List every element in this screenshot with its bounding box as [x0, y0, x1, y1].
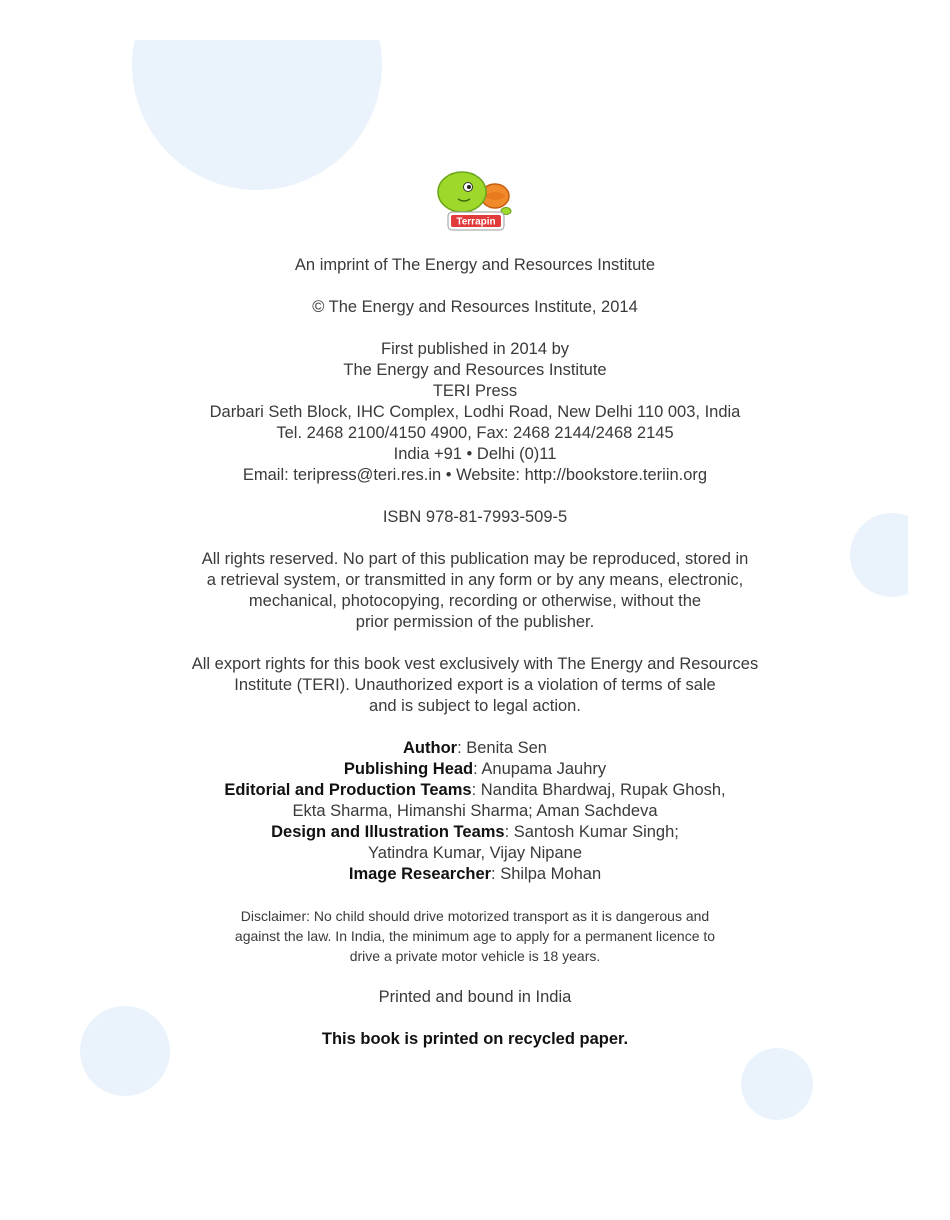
publisher-address: Darbari Seth Block, IHC Complex, Lodhi Road, New Delhi 110 003, India — [209, 403, 741, 421]
publisher-block — [0, 339, 950, 486]
credit-label: Editorial and Production Teams — [224, 781, 472, 799]
logo-text: Terrapin — [456, 216, 496, 228]
publisher-email-web: Email: teripress@teri.res.in • Website: http://bookstore.teriin.org — [242, 466, 708, 484]
credit-value: : Shilpa Mohan — [491, 865, 602, 883]
credit-label: Design and Illustration Teams — [271, 823, 505, 841]
credit-design — [0, 822, 950, 843]
publisher-tel: Tel. 2468 2100/4150 4900, Fax: 2468 2144/2468 2145 — [276, 424, 674, 442]
disclaimer-line: against the law. In India, the minimum age to apply for a permanent licence to — [234, 928, 716, 944]
rights-block — [0, 549, 950, 633]
credit-design-cont: Yatindra Kumar, Vijay Nipane — [367, 844, 582, 862]
first-published-line: First published in 2014 by — [380, 340, 570, 358]
credits-block — [0, 738, 950, 885]
copyright-page-content — [0, 255, 950, 1071]
recycled-paper-line: This book is printed on recycled paper. — [321, 1030, 629, 1048]
credit-editorial — [0, 780, 950, 801]
credit-label: Author — [403, 739, 458, 757]
export-rights-line: and is subject to legal action. — [369, 697, 581, 715]
printed-line: Printed and bound in India — [378, 988, 572, 1006]
credit-value: : Santosh Kumar Singh; — [504, 823, 679, 841]
credit-label: Image Researcher — [348, 865, 492, 883]
disclaimer-line: Disclaimer: No child should drive motorized transport as it is dangerous and — [240, 908, 710, 924]
export-rights-block — [0, 654, 950, 717]
publisher-org: The Energy and Resources Institute — [343, 361, 607, 379]
credit-label: Publishing Head — [343, 760, 474, 778]
credit-editorial-cont: Ekta Sharma, Himanshi Sharma; Aman Sachdeva — [292, 802, 658, 820]
rights-line: a retrieval system, or transmitted in any form or by any means, electronic, — [206, 571, 744, 589]
disclaimer-block — [0, 906, 950, 966]
rights-line: mechanical, photocopying, recording or otherwise, without the — [248, 592, 702, 610]
credit-image-researcher — [0, 864, 950, 885]
disclaimer-line: drive a private motor vehicle is 18 years. — [349, 948, 601, 964]
credit-value: : Nandita Bhardwaj, Rupak Ghosh, — [471, 781, 726, 799]
credit-value: : Benita Sen — [457, 739, 547, 757]
terrapin-logo — [432, 166, 516, 236]
credit-publishing-head — [0, 759, 950, 780]
copyright-line: © The Energy and Resources Institute, 2014 — [312, 298, 638, 316]
export-rights-line: All export rights for this book vest exclusively with The Energy and Resources — [191, 655, 759, 673]
imprint-line: An imprint of The Energy and Resources Institute — [294, 256, 656, 274]
export-rights-line: Institute (TERI). Unauthorized export is a violation of terms of sale — [234, 676, 716, 694]
publisher-press: TERI Press — [432, 382, 518, 400]
rights-line: prior permission of the publisher. — [355, 613, 595, 631]
credit-value: : Anupama Jauhry — [473, 760, 607, 778]
rights-line: All rights reserved. No part of this publication may be reproduced, stored in — [201, 550, 749, 568]
publisher-codes: India +91 • Delhi (0)11 — [393, 445, 557, 463]
isbn-line: ISBN 978-81-7993-509-5 — [382, 508, 568, 526]
credit-author — [0, 738, 950, 759]
